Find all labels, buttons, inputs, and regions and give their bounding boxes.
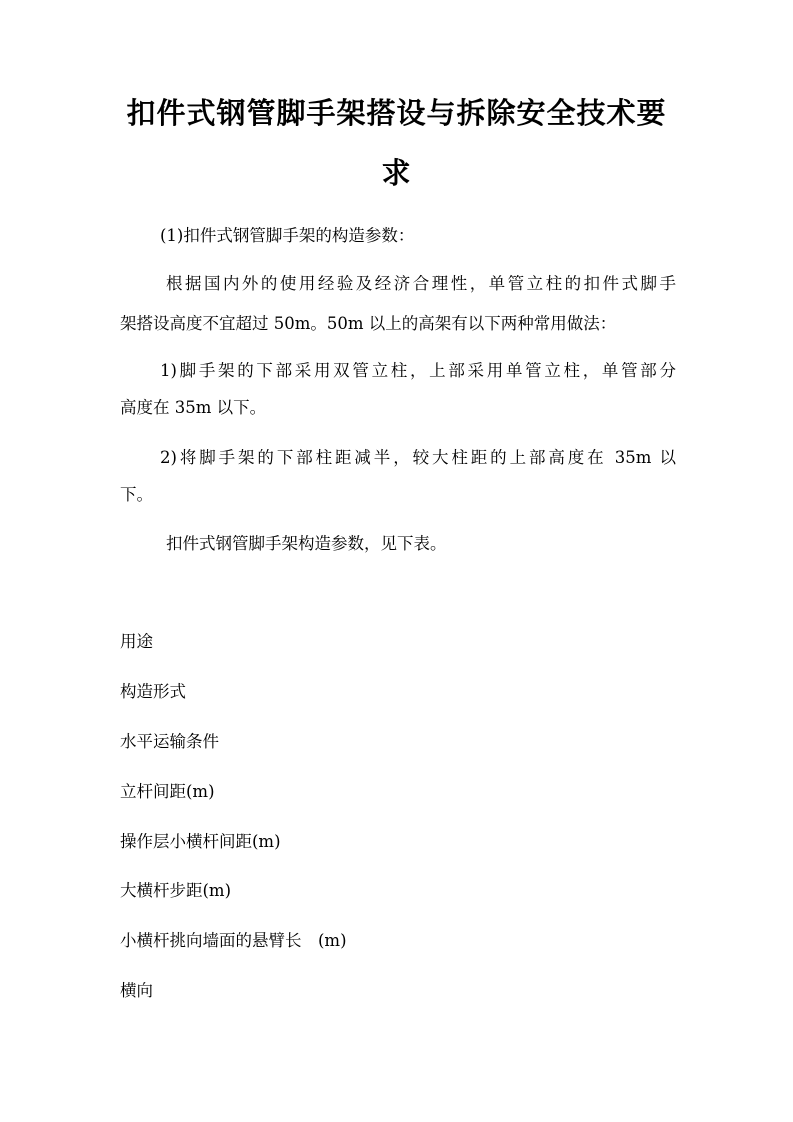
section-heading: (1)扣件式钢管脚手架的构造参数： bbox=[160, 226, 415, 245]
document-title-line-1: 扣件式钢管脚手架搭设与拆除安全技术要 bbox=[126, 96, 667, 130]
paragraph-1-line-1: 根据国内外的使用经验及经济合理性，单管立柱的扣件式脚手 bbox=[166, 274, 676, 293]
table-label-horizontal-transport: 水平运输条件 bbox=[120, 732, 219, 751]
list-item-2-line-2: 下。 bbox=[120, 485, 153, 504]
table-label-upright-spacing: 立杆间距(m) bbox=[120, 782, 215, 801]
table-note: 扣件式钢管脚手架构造参数，见下表。 bbox=[166, 534, 447, 553]
table-label-usage: 用途 bbox=[120, 632, 153, 651]
table-label-cantilever-length: 小横杆挑向墙面的悬臂长 (m) bbox=[120, 931, 347, 950]
list-item-2-line-1: 2)将脚手架的下部柱距减半，较大柱距的上部高度在 35m 以 bbox=[160, 448, 676, 467]
table-label-transverse: 横向 bbox=[120, 981, 153, 1000]
paragraph-1-line-2: 架搭设高度不宜超过 50m。50m 以上的高架有以下两种常用做法： bbox=[120, 314, 617, 333]
list-item-1-line-2: 高度在 35m 以下。 bbox=[120, 398, 267, 417]
document-title-line-2: 求 bbox=[381, 156, 412, 190]
table-label-structure-form: 构造形式 bbox=[120, 682, 186, 701]
table-label-large-crossbar-step: 大横杆步距(m) bbox=[120, 881, 232, 900]
list-item-1-line-1: 1)脚手架的下部采用双管立柱，上部采用单管立柱，单管部分 bbox=[160, 361, 676, 380]
table-label-small-crossbar-spacing: 操作层小横杆间距(m) bbox=[120, 832, 281, 851]
